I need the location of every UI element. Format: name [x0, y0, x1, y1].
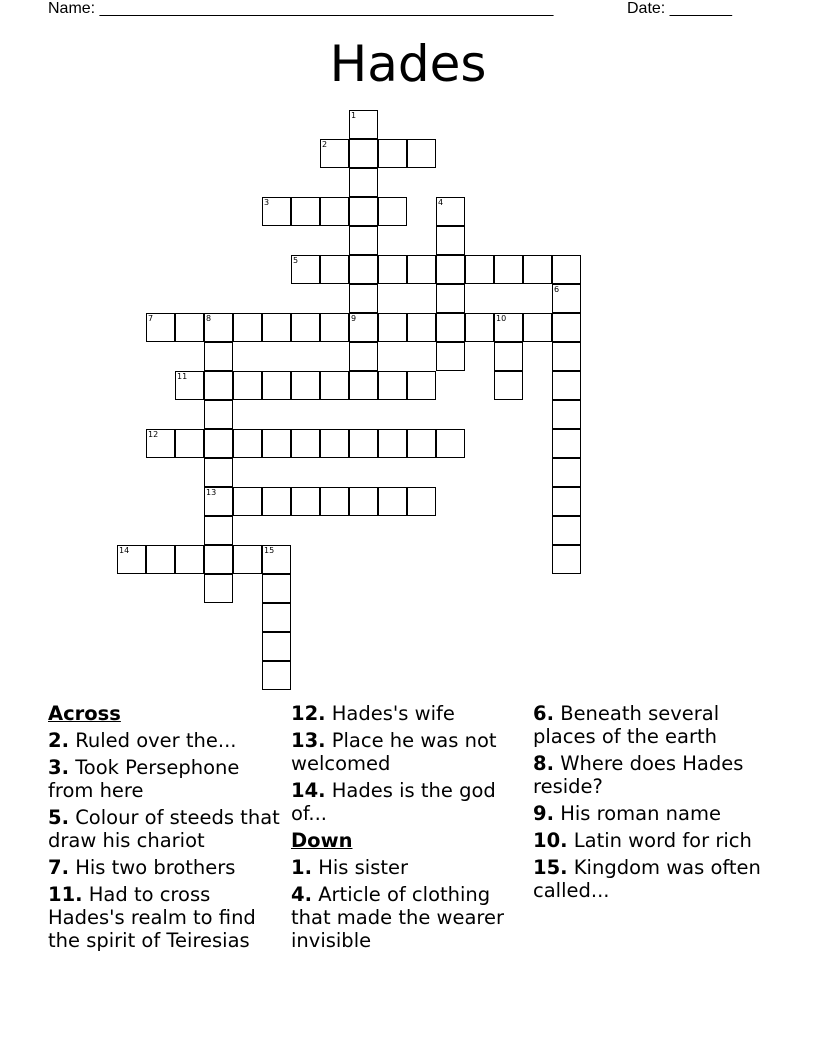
grid-cell[interactable]: [465, 313, 494, 342]
grid-cell[interactable]: [320, 429, 349, 458]
grid-cell[interactable]: [494, 342, 523, 371]
grid-cell[interactable]: [494, 371, 523, 400]
grid-cell[interactable]: [349, 197, 378, 226]
clue-column-3: [533, 702, 771, 906]
clue-number: 12: [148, 430, 159, 439]
grid-cell[interactable]: [407, 487, 436, 516]
clue-number: 15: [264, 546, 275, 555]
grid-cell[interactable]: [349, 139, 378, 168]
grid-cell[interactable]: [494, 255, 523, 284]
down-heading: Down: [291, 829, 353, 852]
grid-cell[interactable]: [262, 371, 291, 400]
grid-cell[interactable]: [146, 545, 175, 574]
clue-down-6: 6. Beneath several places of the earth: [533, 702, 720, 748]
grid-cell[interactable]: [146, 429, 175, 458]
grid-cell[interactable]: [262, 574, 291, 603]
grid-cell[interactable]: [175, 429, 204, 458]
grid-cell[interactable]: [233, 429, 262, 458]
grid-cell[interactable]: [552, 545, 581, 574]
grid-cell[interactable]: [349, 429, 378, 458]
clue-number: 7: [148, 314, 154, 323]
grid-cell[interactable]: [436, 197, 465, 226]
grid-cell[interactable]: [175, 313, 204, 342]
clue-number: 6: [554, 285, 560, 294]
grid-cell[interactable]: [291, 429, 320, 458]
clue-number: 4: [438, 198, 444, 207]
clue-column-1: [48, 702, 286, 956]
grid-cell[interactable]: [291, 255, 320, 284]
clue-number: 8: [206, 314, 212, 323]
clue-across-5: 5. Colour of steeds that draw his chariot: [48, 806, 280, 852]
grid-cell[interactable]: [146, 313, 175, 342]
grid-cell[interactable]: [262, 197, 291, 226]
grid-cell[interactable]: [349, 255, 378, 284]
grid-cell[interactable]: [204, 458, 233, 487]
grid-cell[interactable]: [262, 603, 291, 632]
grid-cell[interactable]: [204, 342, 233, 371]
clue-across-13: 13. Place he was not welcomed: [291, 729, 497, 775]
grid-cell[interactable]: [233, 545, 262, 574]
clue-number: 1: [351, 111, 357, 120]
clue-down-15: 15. Kingdom was often called...: [533, 856, 761, 902]
grid-cell[interactable]: [204, 487, 233, 516]
clue-number: 3: [264, 198, 270, 207]
date-field-label[interactable]: Date: _______: [627, 0, 732, 17]
grid-cell[interactable]: [436, 342, 465, 371]
clue-number: 10: [496, 314, 507, 323]
grid-cell[interactable]: [204, 400, 233, 429]
grid-cell[interactable]: [262, 429, 291, 458]
grid-cell[interactable]: [407, 371, 436, 400]
clue-across-2: 2. Ruled over the...: [48, 729, 237, 752]
grid-cell[interactable]: [233, 371, 262, 400]
across-heading: Across: [48, 702, 121, 725]
grid-cell[interactable]: [378, 371, 407, 400]
clue-down-1: 1. His sister: [291, 856, 409, 879]
clue-number: 13: [206, 488, 217, 497]
clue-across-3: 3. Took Persephone from here: [48, 756, 240, 802]
grid-cell[interactable]: [494, 313, 523, 342]
grid-cell[interactable]: [378, 429, 407, 458]
grid-cell[interactable]: [349, 284, 378, 313]
grid-cell[interactable]: [233, 313, 262, 342]
grid-cell[interactable]: [291, 487, 320, 516]
clue-number: 11: [177, 372, 188, 381]
grid-cell[interactable]: [291, 371, 320, 400]
grid-cell[interactable]: [378, 139, 407, 168]
grid-cell[interactable]: [552, 342, 581, 371]
grid-cell[interactable]: [204, 545, 233, 574]
clue-number: 2: [322, 140, 328, 149]
grid-cell[interactable]: [407, 313, 436, 342]
grid-cell[interactable]: [552, 458, 581, 487]
grid-cell[interactable]: [523, 313, 552, 342]
grid-cell[interactable]: [436, 284, 465, 313]
clue-across-14: 14. Hades is the god of...: [291, 779, 496, 825]
grid-cell[interactable]: [349, 110, 378, 139]
grid-cell[interactable]: [262, 632, 291, 661]
grid-cell[interactable]: [320, 487, 349, 516]
clue-across-7: 7. His two brothers: [48, 856, 236, 879]
grid-cell[interactable]: [320, 255, 349, 284]
grid-cell[interactable]: [291, 197, 320, 226]
grid-cell[interactable]: [262, 661, 291, 690]
clue-number: 9: [351, 314, 357, 323]
grid-cell[interactable]: [349, 342, 378, 371]
clue-across-12: 12. Hades's wife: [291, 702, 455, 725]
grid-cell[interactable]: [436, 255, 465, 284]
grid-cell[interactable]: [320, 139, 349, 168]
grid-cell[interactable]: [436, 226, 465, 255]
grid-cell[interactable]: [552, 255, 581, 284]
grid-cell[interactable]: [552, 371, 581, 400]
grid-cell[interactable]: [436, 313, 465, 342]
grid-cell[interactable]: [378, 313, 407, 342]
grid-cell[interactable]: [552, 429, 581, 458]
clue-down-9: 9. His roman name: [533, 802, 721, 825]
clue-number: 5: [293, 256, 299, 265]
grid-cell[interactable]: [117, 545, 146, 574]
clue-down-8: 8. Where does Hades reside?: [533, 752, 744, 798]
grid-cell[interactable]: [204, 313, 233, 342]
grid-cell[interactable]: [233, 487, 262, 516]
grid-cell[interactable]: [175, 371, 204, 400]
grid-cell[interactable]: [349, 371, 378, 400]
grid-cell[interactable]: [436, 429, 465, 458]
grid-cell[interactable]: [378, 197, 407, 226]
grid-cell[interactable]: [407, 255, 436, 284]
clue-down-4: 4. Article of clothing that made the wearer invisible: [291, 883, 505, 952]
grid-cell[interactable]: [552, 487, 581, 516]
grid-cell[interactable]: [349, 313, 378, 342]
grid-cell[interactable]: [320, 371, 349, 400]
clue-across-11: 11. Had to cross Hades's realm to find the spirit of Teiresias: [48, 883, 256, 952]
puzzle-title: Hades: [329, 35, 487, 93]
grid-cell[interactable]: [262, 487, 291, 516]
clue-number: 14: [119, 546, 130, 555]
grid-cell[interactable]: [378, 255, 407, 284]
grid-cell[interactable]: [552, 400, 581, 429]
grid-cell[interactable]: [349, 226, 378, 255]
grid-cell[interactable]: [204, 371, 233, 400]
grid-cell[interactable]: [204, 574, 233, 603]
grid-cell[interactable]: [552, 284, 581, 313]
grid-cell[interactable]: [523, 255, 552, 284]
grid-cell[interactable]: [465, 255, 494, 284]
grid-cell[interactable]: [407, 429, 436, 458]
grid-cell[interactable]: [407, 139, 436, 168]
grid-cell[interactable]: [175, 545, 204, 574]
grid-cell[interactable]: [262, 545, 291, 574]
grid-cell[interactable]: [320, 313, 349, 342]
grid-cell[interactable]: [204, 429, 233, 458]
grid-cell[interactable]: [378, 487, 407, 516]
grid-cell[interactable]: [204, 516, 233, 545]
grid-cell[interactable]: [320, 197, 349, 226]
clue-down-10: 10. Latin word for rich: [533, 829, 752, 852]
grid-cell[interactable]: [349, 168, 378, 197]
grid-cell[interactable]: [291, 313, 320, 342]
grid-cell[interactable]: [262, 313, 291, 342]
name-field-label[interactable]: Name: ___________________________________________________: [48, 0, 554, 17]
grid-cell[interactable]: [349, 487, 378, 516]
grid-cell[interactable]: [552, 313, 581, 342]
grid-cell[interactable]: [552, 516, 581, 545]
clue-column-2: [291, 702, 529, 956]
